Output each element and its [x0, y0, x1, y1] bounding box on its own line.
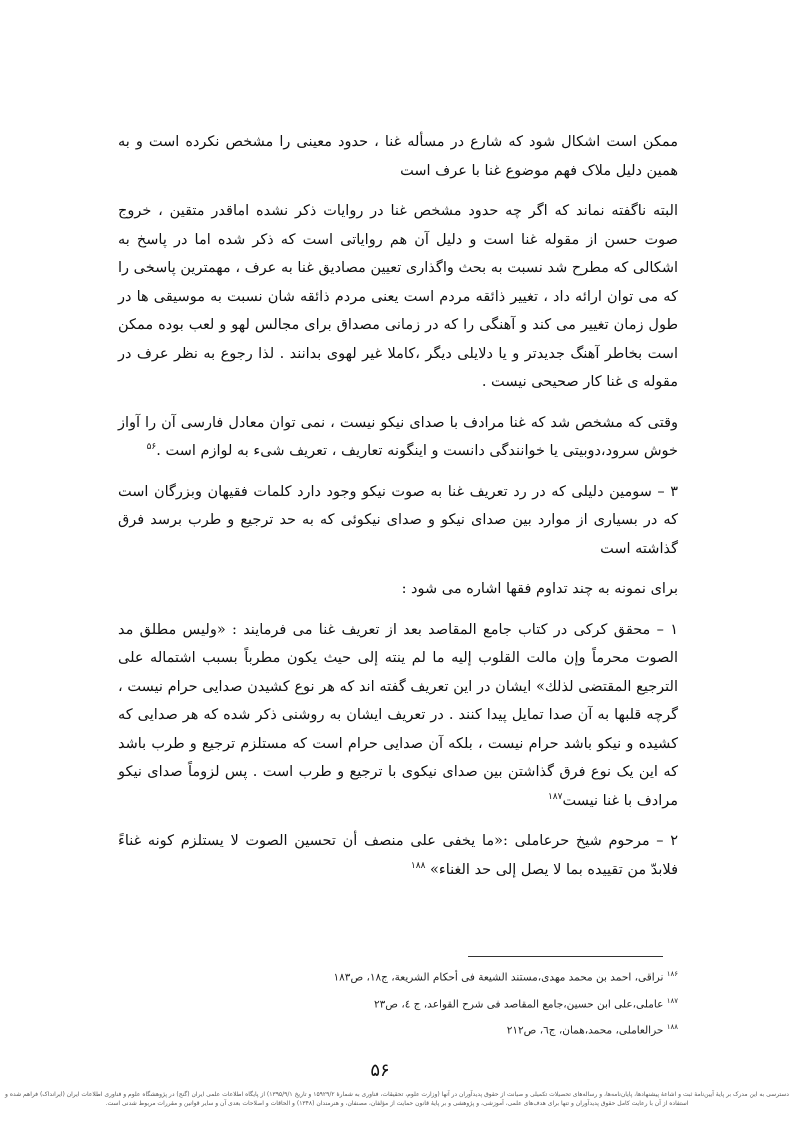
paragraph-4: ۳ – سومین دلیلی که در رد تعریف غنا به صوت نیکو وجود دارد کلمات فقیهان وبزرگان است که در بسیاری از موارد بین صدای نیکو و صدای نیکوئی که به حد ترجیع و طرب برسد فرق گذاشته است [118, 483, 678, 557]
footnote-ref: ۵۶ [146, 442, 157, 453]
footnote: $^{۱۸۶}$ نراقی، احمد بن محمد مهدی،مستند الشیعة فی أحکام الشریعة، ج۱۸، ص۱۸۳ [333, 970, 678, 984]
footnote: $^{۱۸۸}$ حرالعاملی، محمد،همان، ج٦، ص۲۱۲ [506, 1023, 678, 1037]
paragraph-2: البته ناگفته نماند که اگر چه حدود مشخص غنا در روایات ذکر نشده اماقدر متقین ، خروج صوت حسن از مقوله غنا است و دلیل آن هم روایاتی است که ذکر شده اما در پاسخ به اشکالی که مطرح شد نسبت به بحث واگذاری تعیین مصادیق غنا به عرف ، مهمترین پاسخی را که می توان ارائه داد ، تغییر ذائقه مردم است یعنی مردم ذائقه شان نسبت به موسیقی ها در طول زمان تغییر می کند و آهنگی را که در زمانی مصداق برای مجالس لهو و لعب بوده ممکن است بخاطر آهنگ جدیدتر و یا دلایلی دیگر ،کاملا غیر لهوی بدانند . لذا رجوع به نظر عرف در مقوله ی غنا کار صحیحی نیست . [118, 203, 678, 390]
footnote-ref: ۱۸۷ [547, 791, 563, 802]
footnote: $^{۱۸۷}$ عاملی،علی ابن حسین،جامع المقاصد فی شرح القواعد، ج ٤، ص۲۳ [374, 996, 678, 1010]
footnotes [300, 963, 678, 1043]
paragraph-1: ممکن است اشکال شود که شارع در مسأله غنا ، حدود معینی را مشخص نکرده است و به همین دلیل ملاک فهم موضوع غنا با عرف است [118, 134, 678, 179]
copyright-disclaimer: دسترسی به این مدرک بر پایهٔ آیین‌نامهٔ ثبت و اشاعهٔ پیشنهادها، پایان‌نامه‌ها، و رساله‌های تحصیلات تکمیلی و صیانت از حقوق پدیدآوران در آنها (وزارت علوم، تحقیقات، فناوری به شمارهٔ ۱۵۹۲۹/۲ و تاریخ ۱۳۹۵/۹/۱) از پایگاه اطلاعات علمی ایران (گنج) در پژوهشگاه علوم و فناوری اطلاعات ایران (ایرانداک) فراهم شده و استفاده از آن با رعایت کامل حقوق پدیدآوران و تنها برای هدف‌های علمی، آموزشی، و پژوهشی و بر پایهٔ قانون حمایت از مؤلفان، مصنفان، و هنرمندان (۱۳۴۸) و الحاقات و اصلاحات بعدی آن و سایر قوانین و مقررات مربوط شدنی است. [5, 1091, 789, 1107]
paragraph-3: وقتی که مشخص شد که غنا مرادف با صدای نیکو نیست ، نمی توان معادل فارسی آن را آواز خوش سرود،دوبیتی یا خوانندگی دانست و اینگونه تعاریف ، تعریف شیء به لوازم است .$^{۵۶}$ [118, 414, 678, 459]
body-text [118, 128, 678, 896]
page-number: ۵۶ [370, 1060, 390, 1081]
footnote-divider [468, 956, 663, 957]
paragraph-6: ۱ – محقق کرکی در کتاب جامع المقاصد بعد از تعریف غنا می فرمایند : «ولیس مطلق مد الصوت محرماً وإن مالت القلوب إليه ما لم ينته إلى حيث يكون مطرباً بسبب اشتماله على الترجيع المقتضى لذلك» ایشان در این تعریف گفته اند که هر نوع کشیدن صدایی حرام نیست ، گرچه قلبها به آن صدا تمایل پیدا کنند . در تعریف ایشان به روشنی ذکر شده که هر صدایی که کشیده و نیکو باشد حرام نیست ، بلکه آن صدایی حرام است که مستلزم ترجیع و طرب باشد که این یک نوع فرق گذاشتن بین صدای نیکوی با ترجیع و طرب است . پس لزوماً صدای نیکو مرادف با غنا نیست$^{۱۸۷}$ [118, 621, 678, 809]
paragraph-5: برای نمونه به چند تداوم فقها اشاره می شود : [401, 581, 678, 597]
paragraph-7: ۲ – مرحوم شیخ حرعاملی :«ما يخفى على منصف أن تحسين الصوت لا يستلزم كونه غناءً فلابدّ من تقييده بما لا يصل إلى حد الغناء» $^{۱۸۸}$ [118, 833, 678, 878]
footnote-ref: ۱۸۸ [410, 860, 426, 871]
